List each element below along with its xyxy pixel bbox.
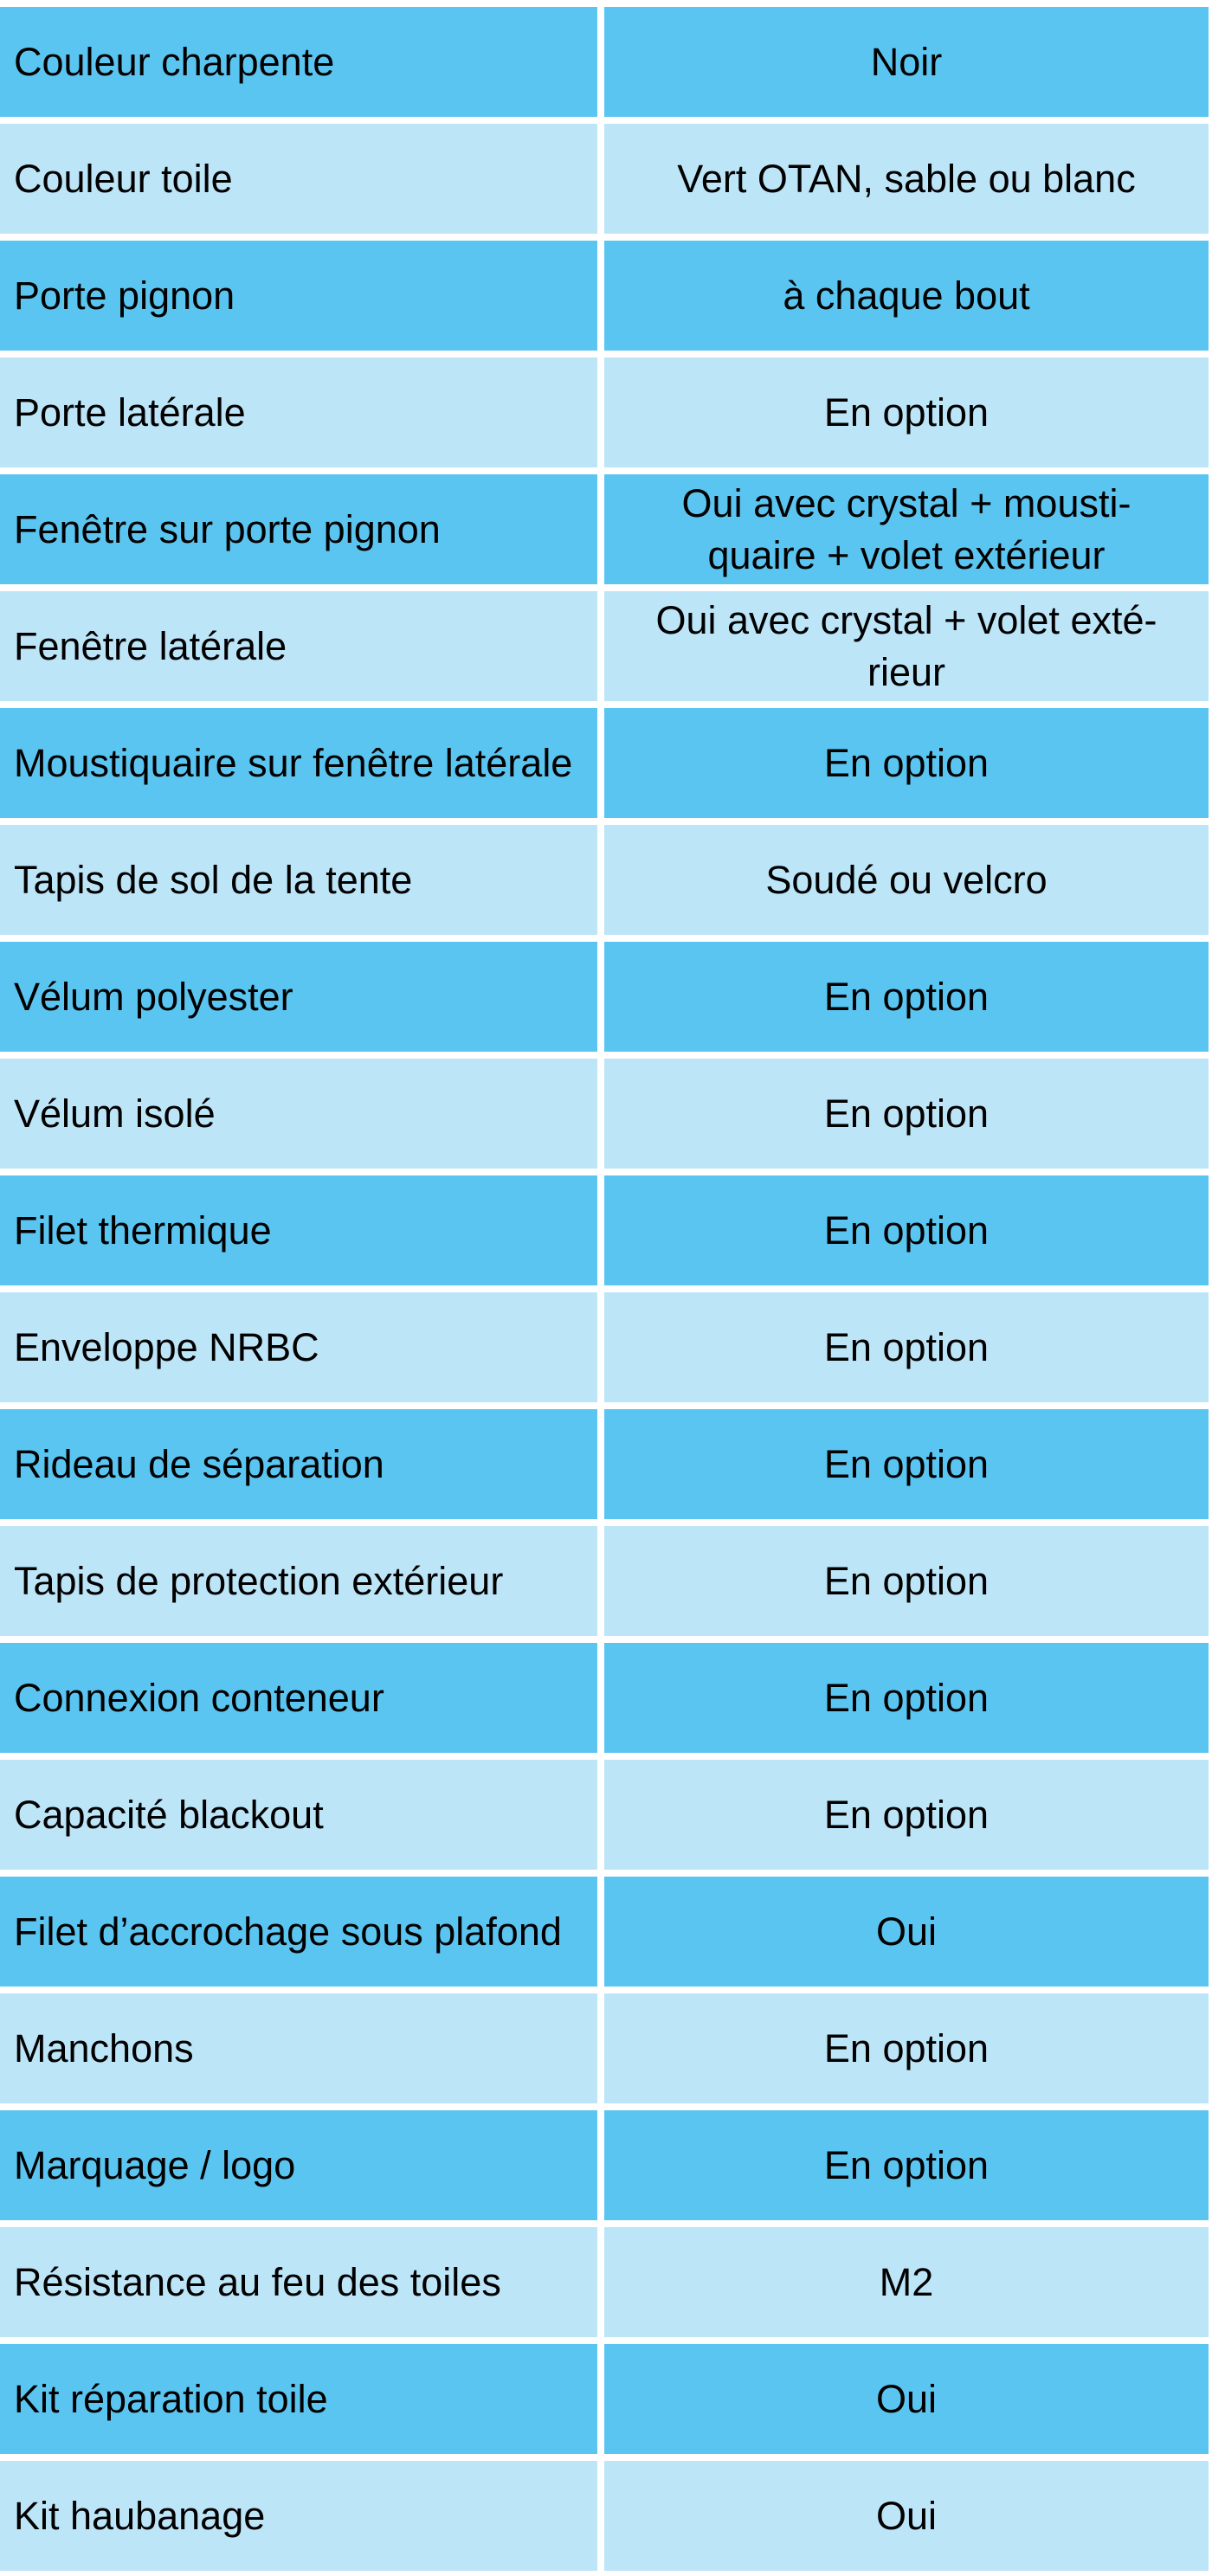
row-label: Porte pignon: [0, 241, 597, 351]
row-label: Vélum isolé: [0, 1059, 597, 1169]
row-label: Couleur charpente: [0, 7, 597, 117]
row-label: Vélum polyester: [0, 942, 597, 1052]
row-label: Connexion conteneur: [0, 1643, 597, 1753]
row-label: Rideau de séparation: [0, 1409, 597, 1519]
row-value: En option: [604, 1643, 1209, 1753]
row-label: Tapis de protection extérieur: [0, 1526, 597, 1636]
row-value: En option: [604, 1292, 1209, 1402]
row-label: Moustiquaire sur fenêtre latérale: [0, 708, 597, 818]
row-value: En option: [604, 1175, 1209, 1285]
row-value: à chaque bout: [604, 241, 1209, 351]
row-value: En option: [604, 1526, 1209, 1636]
row-value: Vert OTAN, sable ou blanc: [604, 124, 1209, 234]
row-value: M2: [604, 2227, 1209, 2337]
row-value: Oui avec crystal + volet exté-rieur: [604, 591, 1209, 701]
row-label: Marquage / logo: [0, 2110, 597, 2220]
row-value: En option: [604, 708, 1209, 818]
row-value: Noir: [604, 7, 1209, 117]
row-value: Soudé ou velcro: [604, 825, 1209, 935]
row-value: En option: [604, 1409, 1209, 1519]
row-value: En option: [604, 942, 1209, 1052]
row-value: Oui: [604, 1877, 1209, 1987]
row-label: Filet d’accrochage sous plafond: [0, 1877, 597, 1987]
row-value: En option: [604, 1059, 1209, 1169]
row-label: Kit haubanage: [0, 2461, 597, 2571]
row-value: En option: [604, 1993, 1209, 2103]
row-label: Kit réparation toile: [0, 2344, 597, 2454]
row-label: Capacité blackout: [0, 1760, 597, 1870]
row-label: Enveloppe NRBC: [0, 1292, 597, 1402]
row-value: En option: [604, 357, 1209, 467]
row-value: Oui: [604, 2344, 1209, 2454]
row-label: Tapis de sol de la tente: [0, 825, 597, 935]
row-value: Oui avec crystal + mousti-quaire + volet extérieur: [604, 474, 1209, 584]
row-label: Résistance au feu des toiles: [0, 2227, 597, 2337]
row-label: Fenêtre sur porte pignon: [0, 474, 597, 584]
row-value: Oui: [604, 2461, 1209, 2571]
row-label: Filet thermique: [0, 1175, 597, 1285]
row-label: Fenêtre latérale: [0, 591, 597, 701]
row-value: En option: [604, 2110, 1209, 2220]
row-label: Couleur toile: [0, 124, 597, 234]
row-label: Porte latérale: [0, 357, 597, 467]
row-value: En option: [604, 1760, 1209, 1870]
row-label: Manchons: [0, 1993, 597, 2103]
